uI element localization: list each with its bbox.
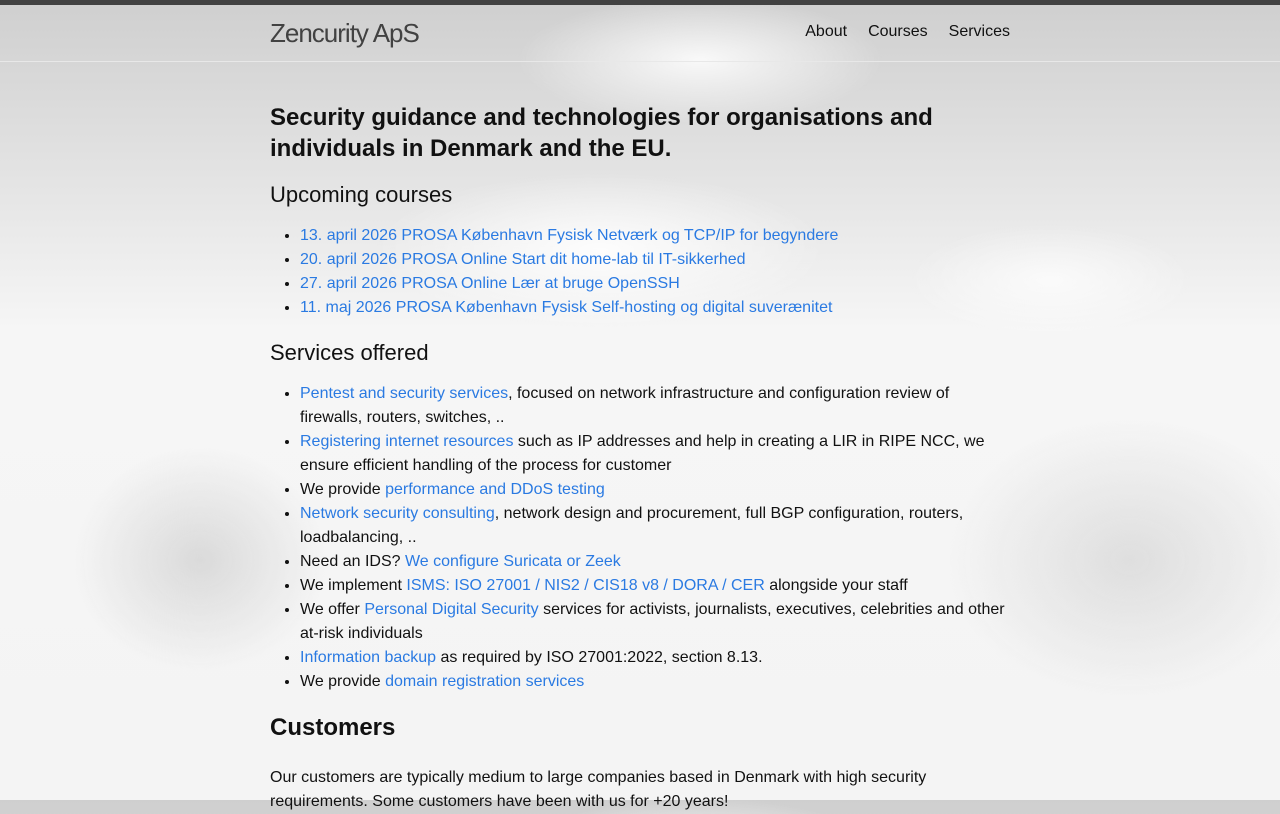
service-text: , network design and procurement, full BGP configuration, routers, loadbalancing, .. [300,505,964,546]
main-content [270,102,1010,814]
service-link[interactable]: Personal Digital Security [364,601,539,618]
page-headline: Security guidance and technologies for organisations and individuals in Denmark and the EU. [270,104,933,162]
service-text: services for activists, journalists, executives, celebrities and other at-risk individuals [300,601,1005,642]
service-text: We provide [300,673,386,690]
list-item [300,574,1010,598]
services-heading: Services offered [270,340,429,365]
service-text: as required by ISO 27001:2022, section 8.13. [436,649,763,666]
service-text: , focused on network infrastructure and configuration review of firewalls, routers, switches, .. [300,385,950,426]
customers-heading: Customers [270,714,396,741]
service-link[interactable]: Information backup [300,649,437,666]
service-text: alongside your staff [764,577,908,594]
list-item [300,248,1010,272]
service-text: such as IP addresses and help in creating a LIR in RIPE NCC, we ensure efficient handling of the process for customer [300,433,985,474]
service-link[interactable]: Pentest and security services [300,385,509,402]
list-item [300,646,1010,670]
list-item [300,598,1010,646]
nav-services[interactable]: Services [948,23,1010,40]
course-link[interactable]: 27. april 2026 PROSA Online Lær at bruge OpenSSH [300,275,680,292]
services-list [270,382,1010,694]
service-text: Need an IDS? [300,553,405,570]
list-item [300,382,1010,430]
courses-list [270,224,1010,320]
course-link[interactable]: 20. april 2026 PROSA Online Start dit home-lab til IT-sikkerhed [300,251,746,268]
service-text: We implement [300,577,407,594]
list-item [300,224,1010,248]
service-link[interactable]: We configure Suricata or Zeek [404,553,621,570]
service-link[interactable]: ISMS: ISO 27001 / NIS2 / CIS18 v8 / DORA / CER [406,577,765,594]
service-text: We offer [300,601,365,618]
list-item [300,272,1010,296]
course-link[interactable]: 11. maj 2026 PROSA København Fysisk Self-hosting og digital suverænitet [300,299,833,316]
list-item [300,296,1010,320]
main-nav [784,23,1010,41]
service-link[interactable]: performance and DDoS testing [385,481,605,498]
list-item [300,550,1010,574]
courses-heading: Upcoming courses [270,182,453,207]
service-link[interactable]: Network security consulting [300,505,495,522]
service-link[interactable]: domain registration services [385,673,585,690]
service-text: We provide [300,481,386,498]
site-logo-link[interactable]: Zencurity ApS [270,18,419,48]
service-link[interactable]: Registering internet resources [300,433,514,450]
nav-about[interactable]: About [805,23,848,40]
nav-courses[interactable]: Courses [868,23,928,40]
list-item [300,502,1010,550]
list-item [300,430,1010,478]
course-link[interactable]: 13. april 2026 PROSA København Fysisk Netværk og TCP/IP for begyndere [300,227,839,244]
customers-text: Our customers are typically medium to large companies based in Denmark with high security requirements. Some customers have been with us for +20 years! [270,769,927,810]
list-item [300,670,1010,694]
list-item [300,478,1010,502]
site-header [0,5,1280,62]
